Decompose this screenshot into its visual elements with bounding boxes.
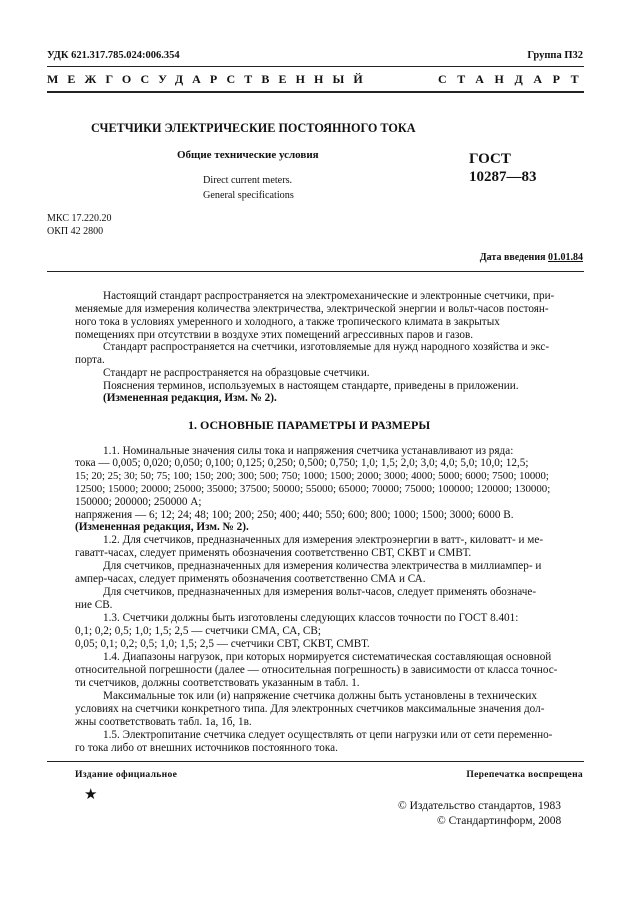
okp-code: ОКП 42 2800: [47, 226, 104, 237]
gost-label: ГОСТ: [469, 151, 511, 167]
intro-date-label: Дата введения: [479, 252, 546, 263]
clause-line: Максимальные ток или (и) напряжение счетчика должны быть установлены в технических: [103, 690, 537, 702]
clause-line: 1.1. Номинальные значения силы тока и напряжения счетчика устанавливают из ряда:: [103, 445, 514, 457]
copyright-1983: © Издательство стандартов, 1983: [398, 800, 562, 812]
clause-line: 1.5. Электропитание счетчика следует осуществлять от цепи нагрузки или от сети переменно-: [103, 729, 553, 741]
clause-line: 12500; 15000; 20000; 25000; 35000; 37500; 50000; 55000; 65000; 70000; 75000; 100000; 120000; 130000;: [75, 483, 551, 495]
footer-rule: [47, 761, 584, 762]
english-title-line2: General specifications: [203, 190, 294, 201]
intro-line: Стандарт распространяется на счетчики, изготовляемые для нужд народного хозяйства и экс-: [103, 341, 550, 353]
copyright-2008: © Стандартинформ, 2008: [437, 815, 562, 827]
clause-line: 150000; 200000; 250000 А;: [75, 496, 202, 508]
official-edition: Издание официальное: [75, 769, 178, 780]
intro-line: Настоящий стандарт распространяется на электромеханические и электронные счетчики, при-: [103, 290, 555, 302]
clause-line: напряжения — 6; 12; 24; 48; 100; 200; 250; 400; 440; 550; 600; 800; 1000; 1500; 3000; 6000 В.: [75, 509, 514, 521]
document-title: СЧЕТЧИКИ ЭЛЕКТРИЧЕСКИЕ ПОСТОЯННОГО ТОКА: [91, 121, 416, 135]
clause-line: гаватт-часах, следует применять обозначения соответственно СВТ, СКВТ и СМВТ.: [75, 547, 472, 559]
intro-line: меняемые для измерения количества электричества, электрической энергии и вольт-часов постоян-: [75, 303, 549, 315]
clause-line: 15; 20; 25; 30; 50; 75; 100; 150; 200; 300; 500; 750; 1000; 1500; 2000; 3000; 4000; 5000; 6000; 7500; 10000;: [75, 470, 549, 482]
clause-line: ампер-часах, следует применять обозначения соответственно СМА и СА.: [75, 573, 426, 585]
clause-line: ние СВ.: [75, 599, 113, 611]
group-code: Группа П32: [527, 50, 583, 61]
intro-line: ного тока в условиях умеренного и холодного, а также тропического климата в закрытых: [75, 316, 500, 328]
intro-line: помещениях при отсутствии в воздухе этих помещений агрессивных паров и газов.: [75, 329, 474, 341]
banner-standard: СТАНДАРТ: [438, 72, 590, 86]
clause-line: 1.2. Для счетчиков, предназначенных для измерения электроэнергии в ватт-, киловатт- и ме-: [103, 534, 544, 546]
reprint-prohibited: Перепечатка воспрещена: [466, 769, 583, 780]
clause-line: 0,05; 0,1; 0,2; 0,5; 1,0; 1,5; 2,5 — счетчики СВТ, СКВТ, СМВТ.: [75, 638, 370, 650]
intro-date: [480, 252, 583, 263]
english-title-line1: Direct current meters.: [203, 175, 293, 186]
clause-line: тока — 0,005; 0,020; 0,050; 0,100; 0,125; 0,250; 0,500; 0,750; 1,0; 1,5; 2,0; 3,0; 4,0; 5,0; 10,0; 12,5;: [75, 457, 529, 469]
title-rule: [47, 271, 584, 272]
clause-line: Для счетчиков, предназначенных для измерения количества электричества в миллиампер- и: [103, 560, 542, 572]
header-rule-top: [47, 66, 584, 67]
mks-code: МКС 17.220.20: [47, 213, 112, 224]
udk-code: УДК 621.317.785.024:006.354: [47, 50, 180, 61]
clause-line: Для счетчиков, предназначенных для измерения вольт-часов, следует применять обозначе-: [103, 586, 537, 598]
clause-line: ти счетчиков, должны соответствовать указанным в табл. 1.: [75, 677, 360, 689]
section-heading: 1. ОСНОВНЫЕ ПАРАМЕТРЫ И РАЗМЕРЫ: [188, 418, 431, 432]
header-rule-bottom: [47, 91, 584, 93]
intro-line: Стандарт не распространяется на образцовые счетчики.: [103, 367, 370, 379]
clause-line: 0,1; 0,2; 0,5; 1,0; 1,5; 2,5 — счетчики СМА, СА, СВ;: [75, 625, 321, 637]
gost-number: 10287—83: [469, 169, 537, 185]
clause-line: го тока либо от внешних источников постоянного тока.: [75, 742, 338, 754]
clause-line: условиях на счетчики конкретного типа. Для электронных счетчиков максимальные значения дол-: [75, 703, 545, 715]
banner-interstate: МЕЖГОСУДАРСТВЕННЫЙ: [47, 72, 372, 86]
clause-line: жны соответствовать табл. 1а, 1б, 1в.: [75, 716, 252, 728]
intro-line: Пояснения терминов, используемых в настоящем стандарте, приведены в приложении.: [103, 380, 519, 392]
clause-line: относительной погрешности (далее — относительная погрешность) в зависимости от класса точнос-: [75, 664, 558, 676]
intro-amendment: (Измененная редакция, Изм. № 2).: [103, 392, 277, 404]
intro-date-value: 01.01.84: [548, 252, 583, 263]
document-subtitle: Общие технические условия: [177, 149, 319, 161]
clause-amendment: (Измененная редакция, Изм. № 2).: [75, 521, 249, 533]
clause-line: 1.3. Счетчики должны быть изготовлены следующих классов точности по ГОСТ 8.401:: [103, 612, 519, 624]
clause-line: 1.4. Диапазоны нагрузок, при которых нормируется систематическая составляющая основной: [103, 651, 552, 663]
star-icon: ★: [84, 785, 98, 803]
intro-line: порта.: [75, 354, 105, 366]
